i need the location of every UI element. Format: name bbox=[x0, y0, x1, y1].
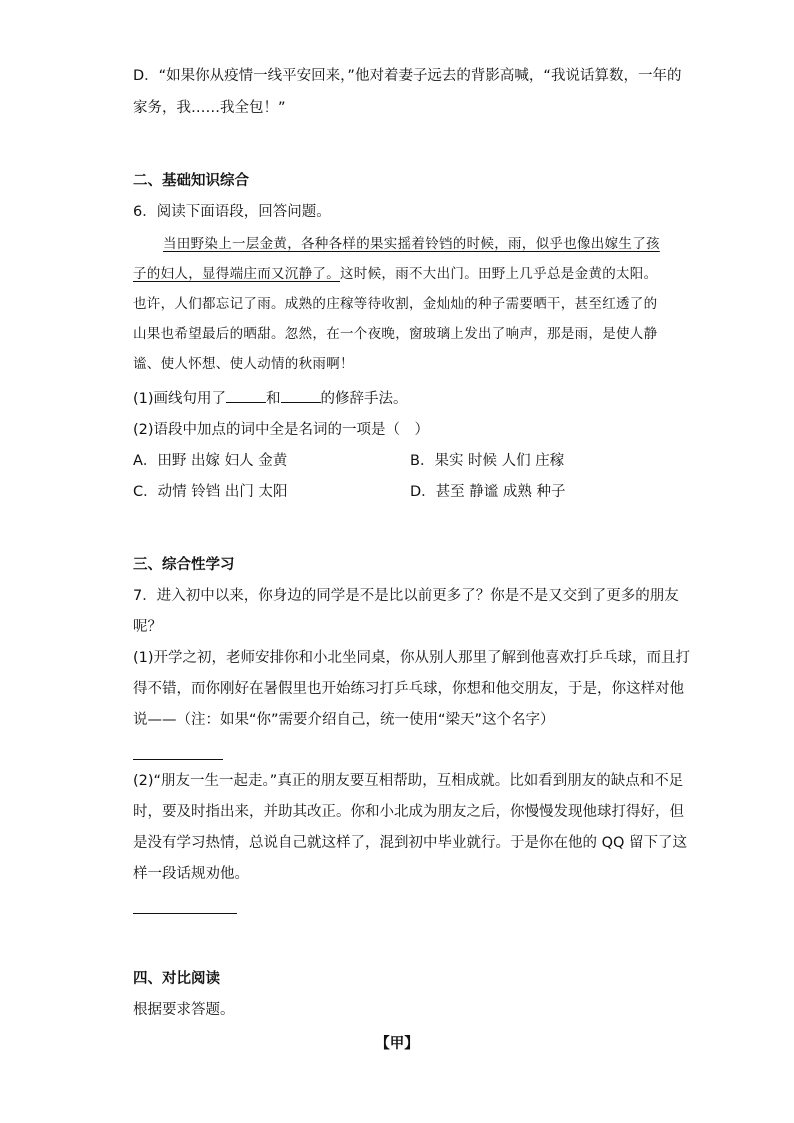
q6-sub1 bbox=[133, 388, 408, 409]
answer-line-1[interactable] bbox=[133, 759, 223, 760]
q6-option-b[interactable]: B．果实 时候 人们 庄稼 bbox=[410, 453, 565, 469]
q7-line2: 呢？ bbox=[133, 619, 162, 635]
answer-blank-2[interactable] bbox=[281, 388, 321, 403]
q6-sub1-mid: 和 bbox=[266, 391, 281, 407]
section-heading-3: 三、综合性学习 bbox=[133, 557, 235, 573]
q5-option-d-line1: D．“如果你从疫情一线平安回来，”他对着妻子远去的背影高喊，“我说话算数，一年的 bbox=[133, 68, 682, 84]
q6-sub1-pre: (1)画线句用了 bbox=[133, 391, 227, 407]
q6-sub2: (2)语段中加点的词中全是名词的一项是（ ） bbox=[133, 422, 430, 438]
q7-sub1-line3: 说——（注：如果“你”需要介绍自己，统一使用“梁天”这个名字） bbox=[133, 712, 555, 728]
q5-option-d-line2: 家务，我……我全包！” bbox=[133, 100, 286, 116]
q6-sub1-post: 的修辞手法。 bbox=[320, 391, 408, 407]
q6-prompt: 6．阅读下面语段，回答问题。 bbox=[133, 204, 331, 220]
passage-line-1: 当田野染上一层金黄，各种各样的果实摇着铃铛的时候，雨，似乎也像出嫁生了孩 bbox=[163, 236, 660, 252]
passage-line-3: 也许，人们都忘记了雨。成熟的庄稼等待收割，金灿灿的种子需要晒干，甚至红透了的 bbox=[133, 296, 658, 312]
section-heading-2: 二、基础知识综合 bbox=[133, 173, 249, 189]
answer-blank-1[interactable] bbox=[226, 388, 266, 403]
q6-option-d[interactable]: D．甚至 静谧 成熟 种子 bbox=[410, 484, 566, 500]
section4-instruction: 根据要求答题。 bbox=[133, 1002, 235, 1018]
q7-sub1-line2: 得不错，而你刚好在暑假里也开始练习打乒乓球，你想和他交朋友，于是，你这样对他 bbox=[133, 681, 684, 697]
passage-line-4: 山果也希望最后的晒甜。忽然，在一个夜晚，窗玻璃上发出了响声，那是雨，是使人静 bbox=[133, 326, 658, 342]
q6-option-c[interactable]: C．动情 铃铛 出门 太阳 bbox=[133, 484, 288, 500]
section-heading-4: 四、对比阅读 bbox=[133, 971, 220, 987]
q7-sub2-line3: 是没有学习热情，总说自己就这样了，混到初中毕业就行。于是你在他的 QQ 留下了这 bbox=[133, 835, 688, 851]
underlined-sentence: 子的妇人，显得端庄而又沉静了。 bbox=[133, 266, 340, 282]
q6-option-a[interactable]: A．田野 出嫁 妇人 金黄 bbox=[133, 453, 288, 469]
answer-line-2[interactable] bbox=[133, 913, 237, 914]
passage-line-2 bbox=[133, 264, 657, 284]
q7-sub2-line4: 样一段话规劝他。 bbox=[133, 866, 249, 882]
q7-sub2-line1: (2)“朋友一生一起走。”真正的朋友要互相帮助，互相成就。比如看到朋友的缺点和不足 bbox=[133, 773, 684, 789]
q7-sub2-line2: 时，要及时指出来，并助其改正。你和小北成为朋友之后，你慢慢发现他球打得好，但 bbox=[133, 804, 684, 820]
q7-sub1-line1: (1)开学之初，老师安排你和小北坐同桌，你从别人那里了解到他喜欢打乒乓球，而且打 bbox=[133, 650, 691, 666]
passage-line-5: 谧、使人怀想、使人动情的秋雨啊！ bbox=[133, 356, 354, 372]
passage-label-jia: 【甲】 bbox=[375, 1036, 419, 1052]
passage-line-2-rest: 这时候，雨不大出门。田野上几乎总是金黄的太阳。 bbox=[340, 266, 658, 282]
q7-line1: 7．进入初中以来，你身边的同学是不是比以前更多了？你是不是又交到了更多的朋友 bbox=[133, 588, 679, 604]
